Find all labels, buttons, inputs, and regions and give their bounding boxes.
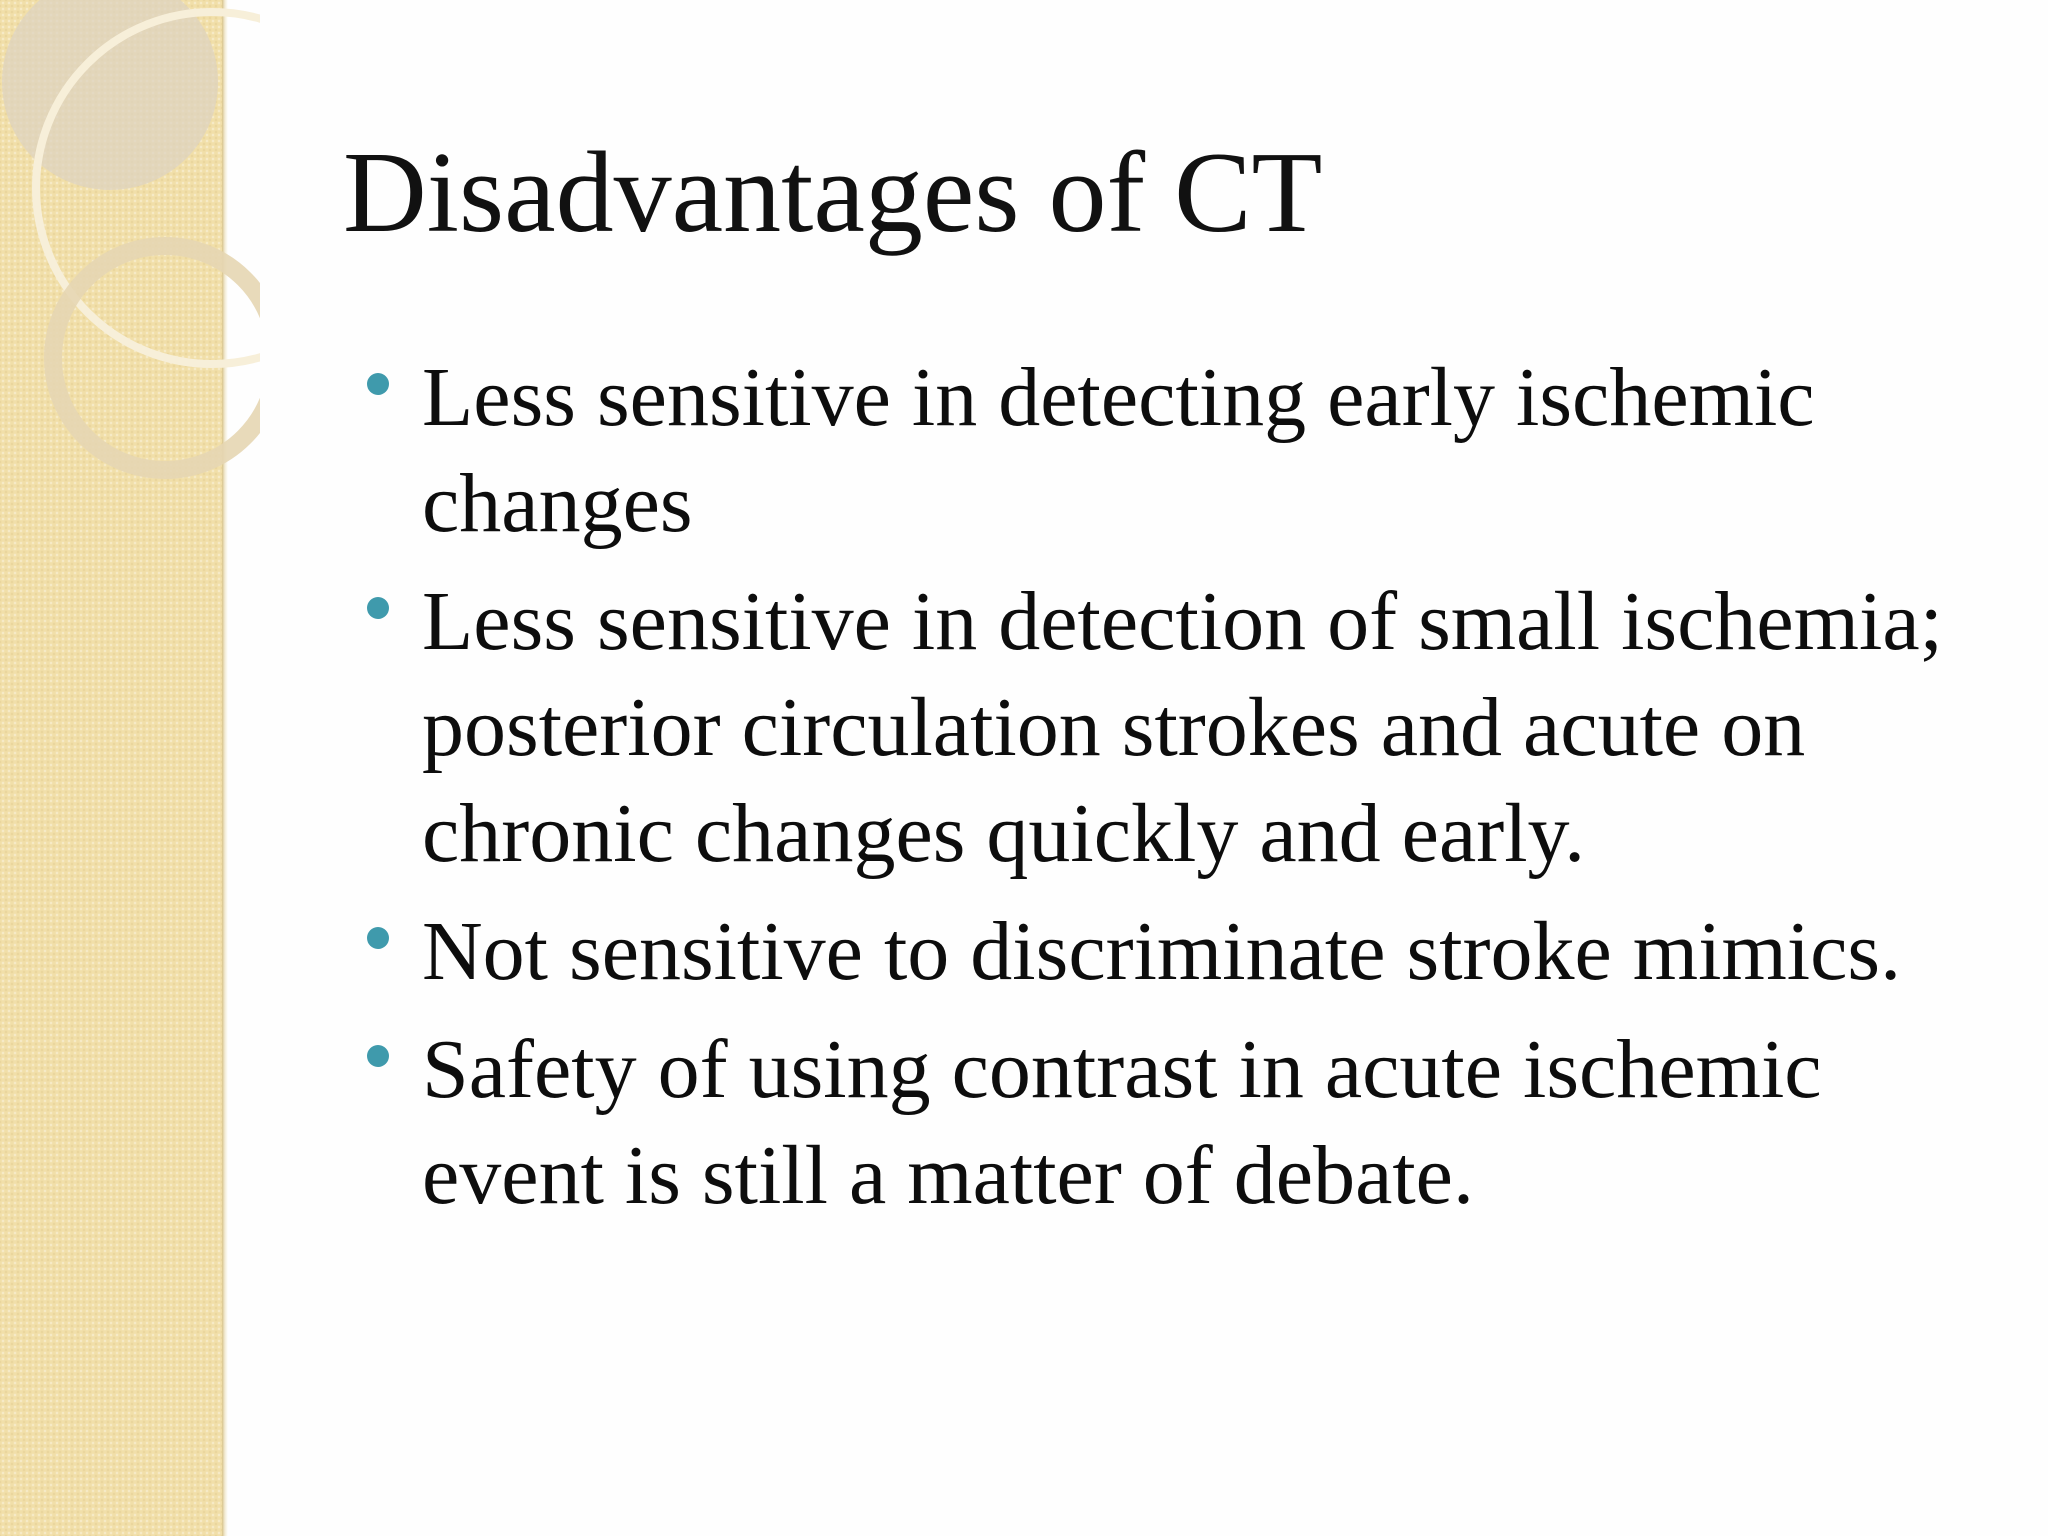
bullet-item <box>362 345 2002 557</box>
bullet-text: Less sensitive in detecting early ischemic changes <box>422 351 1815 550</box>
bullet-item <box>362 899 2002 1005</box>
bullet-text: Less sensitive in detection of small ischemia; posterior circulation strokes and acute on chronic changes quickly and early. <box>422 575 1943 880</box>
decorative-rings <box>0 0 260 520</box>
slide-title: Disadvantages of CT <box>343 129 1323 257</box>
bullet-item <box>362 569 2002 887</box>
bullet-dot-icon <box>367 597 389 619</box>
bullet-item <box>362 1017 2002 1229</box>
bullet-dot-icon <box>367 927 389 949</box>
bullet-text: Not sensitive to discriminate stroke mimics. <box>422 905 1902 998</box>
bullet-text: Safety of using contrast in acute ischemic event is still a matter of debate. <box>422 1023 1822 1222</box>
bullet-dot-icon <box>367 1045 389 1067</box>
bullet-dot-icon <box>367 373 389 395</box>
bullet-list <box>362 345 2002 1241</box>
